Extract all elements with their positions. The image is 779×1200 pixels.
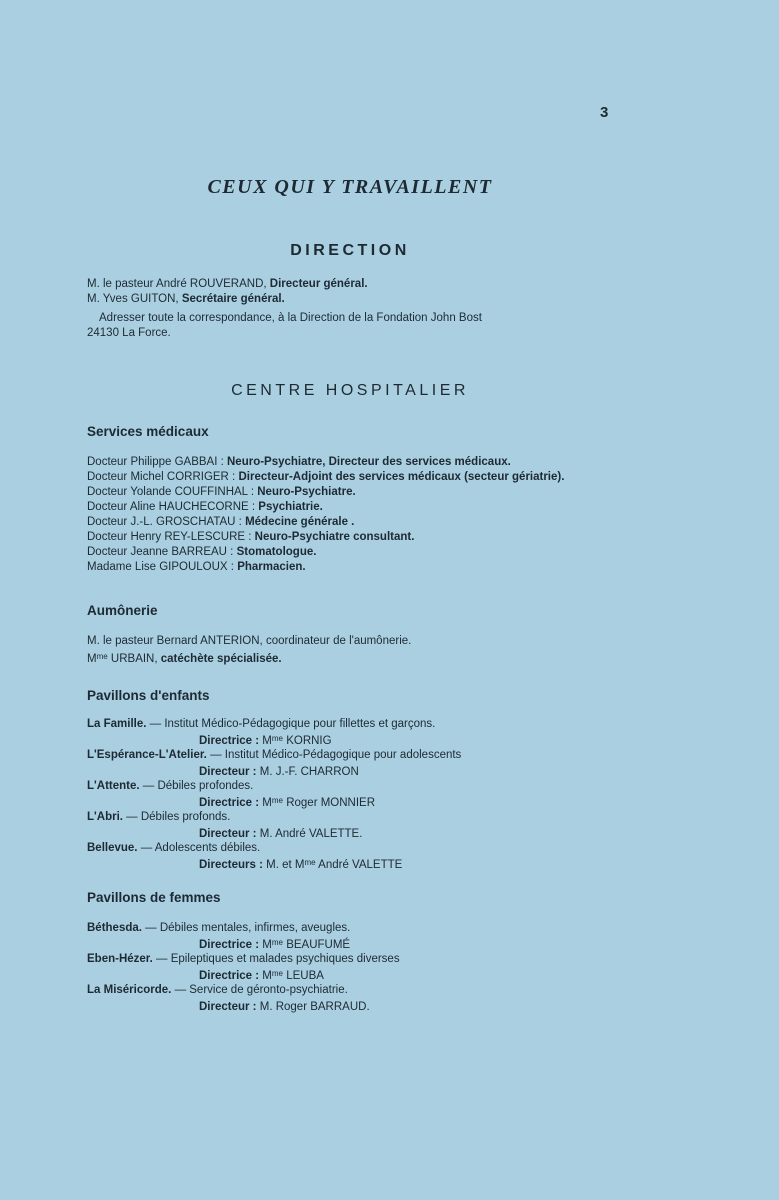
list-item — [87, 545, 617, 560]
director-line: Directrice : $M^{me}$ BEAUFUMÉ — [199, 937, 351, 951]
list-item: M. le pasteur Bernard ANTERION, coordinateur de l'aumônerie. — [87, 635, 412, 647]
pavillons-femmes-list — [87, 921, 617, 1014]
pavillons-femmes-heading: Pavillons de femmes — [87, 890, 221, 905]
person-name: M. Yves GUITON, — [87, 293, 179, 305]
direction-line — [87, 292, 617, 307]
aumonerie-block — [87, 634, 617, 667]
list-item: Béthesda. — Débiles mentales, infirmes, aveugles. — [87, 922, 351, 934]
director-line: Directrice : $M^{me}$ LEUBA — [199, 968, 324, 982]
pavillons-enfants-list — [87, 717, 617, 872]
list-item: L'Abri. — Débiles profonds. — [87, 811, 231, 823]
direction-block — [87, 277, 617, 341]
list-item — [87, 560, 617, 575]
list-item — [87, 455, 617, 470]
pavillon-name: Béthesda. — [87, 922, 142, 934]
pavillon-name: La Famille. — [87, 718, 147, 730]
pavillon-name: Eben-Hézer. — [87, 953, 153, 965]
pavillon-name: L'Attente. — [87, 780, 140, 792]
person-role: catéchète spécialisée. — [160, 653, 282, 665]
list-item — [87, 530, 617, 545]
list-item: Bellevue. — Adolescents débiles. — [87, 842, 261, 854]
address-line: Adresser toute la correspondance, à la Direction de la Fondation John Bost — [99, 312, 482, 324]
director-line: Directeurs : M. et $M^{me}$ André VALETTE — [199, 857, 403, 871]
direction-line — [87, 277, 617, 292]
page-number: 3 — [600, 104, 609, 121]
centre-heading: CENTRE HOSPITALIER — [231, 382, 469, 399]
person-name: Madame Lise GIPOULOUX : — [87, 561, 234, 573]
person-name: M. le pasteur André ROUVERAND, — [87, 278, 267, 290]
person-role: Secrétaire général. — [181, 293, 285, 305]
direction-heading: DIRECTION — [290, 242, 410, 259]
person-role: Psychiatrie. — [258, 501, 323, 513]
person-role: Stomatologue. — [236, 546, 317, 558]
list-item — [87, 485, 617, 500]
list-item: $M^{me}$ URBAIN, catéchète spécialisée. — [87, 652, 282, 665]
pavillon-name: L'Espérance-L'Atelier. — [87, 749, 207, 761]
person-role: Médecine générale . — [245, 516, 355, 528]
person-role: Directeur-Adjoint des services médicaux (secteur gériatrie). — [238, 471, 565, 483]
list-item: La Miséricorde. — Service de géronto-psychiatrie. — [87, 984, 348, 996]
person-name: Docteur Aline HAUCHECORNE : — [87, 501, 256, 513]
director-line: Directeur : M. Roger BARRAUD. — [199, 1000, 370, 1013]
pavillons-enfants-heading: Pavillons d'enfants — [87, 688, 210, 703]
list-item: L'Espérance-L'Atelier. — Institut Médico-Pédagogique pour adolescents — [87, 749, 462, 761]
address-line: 24130 La Force. — [87, 327, 171, 339]
pavillon-name: L'Abri. — [87, 811, 123, 823]
director-line: Directeur : M. André VALETTE. — [199, 827, 363, 840]
services-medicaux-list — [87, 455, 617, 575]
aumonerie-heading: Aumônerie — [87, 603, 158, 618]
person-name: Docteur Philippe GABBAI : — [87, 456, 224, 468]
person-role: Pharmacien. — [237, 561, 306, 573]
person-name: Docteur J.-L. GROSCHATAU : — [87, 516, 242, 528]
pavillon-name: Bellevue. — [87, 842, 138, 854]
pavillon-name: La Miséricorde. — [87, 984, 172, 996]
list-item — [87, 500, 617, 515]
person-role: Neuro-Psychiatre consultant. — [254, 531, 415, 543]
list-item: La Famille. — Institut Médico-Pédagogique pour fillettes et garçons. — [87, 718, 436, 730]
person-role: Neuro-Psychiatre, Directeur des services médicaux. — [227, 456, 511, 468]
list-item: L'Attente. — Débiles profondes. — [87, 780, 254, 792]
person-role: Directeur général. — [269, 278, 368, 290]
list-item — [87, 470, 617, 485]
person-name: Docteur Yolande COUFFINHAL : — [87, 486, 255, 498]
director-line: Directrice : $M^{me}$ KORNIG — [199, 733, 332, 747]
person-name: Docteur Jeanne BARREAU : — [87, 546, 234, 558]
list-item: Eben-Hézer. — Epileptiques et malades psychiques diverses — [87, 953, 400, 965]
person-name: Docteur Michel CORRIGER : — [87, 471, 236, 483]
director-line: Directrice : $M^{me}$ Roger MONNIER — [199, 795, 376, 809]
list-item — [87, 515, 617, 530]
person-role: Neuro-Psychiatre. — [257, 486, 356, 498]
person-name: Docteur Henry REY-LESCURE : — [87, 531, 252, 543]
services-medicaux-heading: Services médicaux — [87, 424, 209, 439]
director-line: Directeur : M. J.-F. CHARRON — [199, 765, 359, 778]
page-title: CEUX QUI Y TRAVAILLENT — [207, 176, 493, 198]
